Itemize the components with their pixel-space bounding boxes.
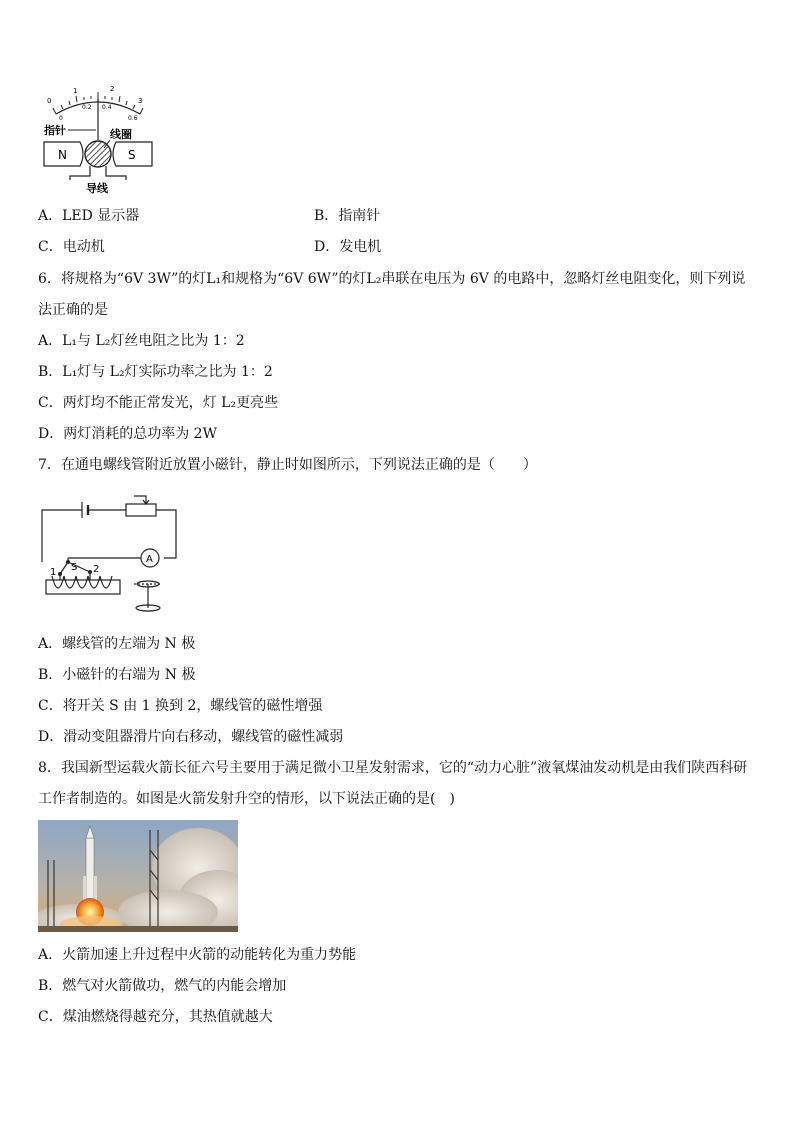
- label-pointer: 指针: [44, 124, 66, 137]
- solenoid-circuit-figure: [38, 488, 184, 614]
- q6-option-c: C．两灯均不能正常发光，灯 L₂更亮些: [38, 395, 279, 411]
- q7-option-d: D．滑动变阻器滑片向右移动，螺线管的磁性减弱: [38, 729, 344, 745]
- q8-option-c: C．煤油燃烧得越充分，其热值就越大: [38, 1009, 273, 1025]
- q8-stem-line2: 工作者制造的。如图是火箭发射升空的情形，以下说法正确的是( ): [38, 791, 455, 807]
- scale-tick-2: 2: [110, 85, 115, 93]
- label-coil: 线圈: [110, 128, 132, 141]
- q5-option-b: B．指南针: [314, 208, 381, 224]
- q6-stem-line1: 6．将规格为“6V 3W”的灯L₁和规格为“6V 6W”的灯L₂串联在电压为 6V 的电路中，忽略灯丝电阻变化，则下列说: [38, 271, 746, 287]
- q7-option-c: C．将开关 S 由 1 换到 2，螺线管的磁性增强: [38, 698, 323, 714]
- q8-option-a: A．火箭加速上升过程中火箭的动能转化为重力势能: [38, 947, 357, 963]
- q5-option-c: C．电动机: [38, 239, 105, 255]
- q6-option-a: A．L₁与 L₂灯丝电阻之比为 1：2: [38, 333, 245, 349]
- scale-sub-tick-1: 0.2: [82, 104, 92, 111]
- q5-option-a: A．LED 显示器: [38, 208, 140, 224]
- galvanometer-figure: [40, 84, 160, 196]
- q7-option-a: A．螺线管的左端为 N 极: [38, 636, 196, 652]
- label-wire: 导线: [86, 182, 108, 195]
- q8-stem-line1: 8．我国新型运载火箭长征六号主要用于满足微小卫星发射需求，它的“动力心脏”液氧煤油发动机是由我们陕西科研: [38, 760, 748, 776]
- q7-stem: 7．在通电螺线管附近放置小磁针，静止时如图所示，下列说法正确的是（ ）: [38, 457, 537, 473]
- q6-option-b: B．L₁灯与 L₂灯实际功率之比为 1：2: [38, 364, 273, 380]
- q6-option-d: D．两灯消耗的总功率为 2W: [38, 426, 217, 442]
- switch-label: S: [71, 562, 78, 573]
- ammeter-label: A: [146, 554, 153, 565]
- pole-s: S: [128, 148, 136, 162]
- contact-1-label: 1: [50, 567, 57, 578]
- scale-tick-0: 0: [47, 97, 52, 105]
- q6-stem-line2: 法正确的是: [38, 302, 108, 318]
- rocket-launch-photo: [38, 820, 238, 932]
- scale-tick-3: 3: [138, 97, 143, 105]
- scale-sub-tick-2: 0.4: [102, 104, 112, 111]
- pole-n: N: [58, 148, 67, 162]
- scale-sub-tick-0: 0: [59, 115, 63, 122]
- contact-2-label: 2: [93, 564, 100, 575]
- scale-sub-tick-3: 0.6: [128, 115, 138, 122]
- q8-option-b: B．燃气对火箭做功，燃气的内能会增加: [38, 978, 287, 994]
- q5-option-d: D．发电机: [314, 239, 382, 255]
- q7-option-b: B．小磁针的右端为 N 极: [38, 667, 196, 683]
- scale-tick-1: 1: [73, 87, 78, 95]
